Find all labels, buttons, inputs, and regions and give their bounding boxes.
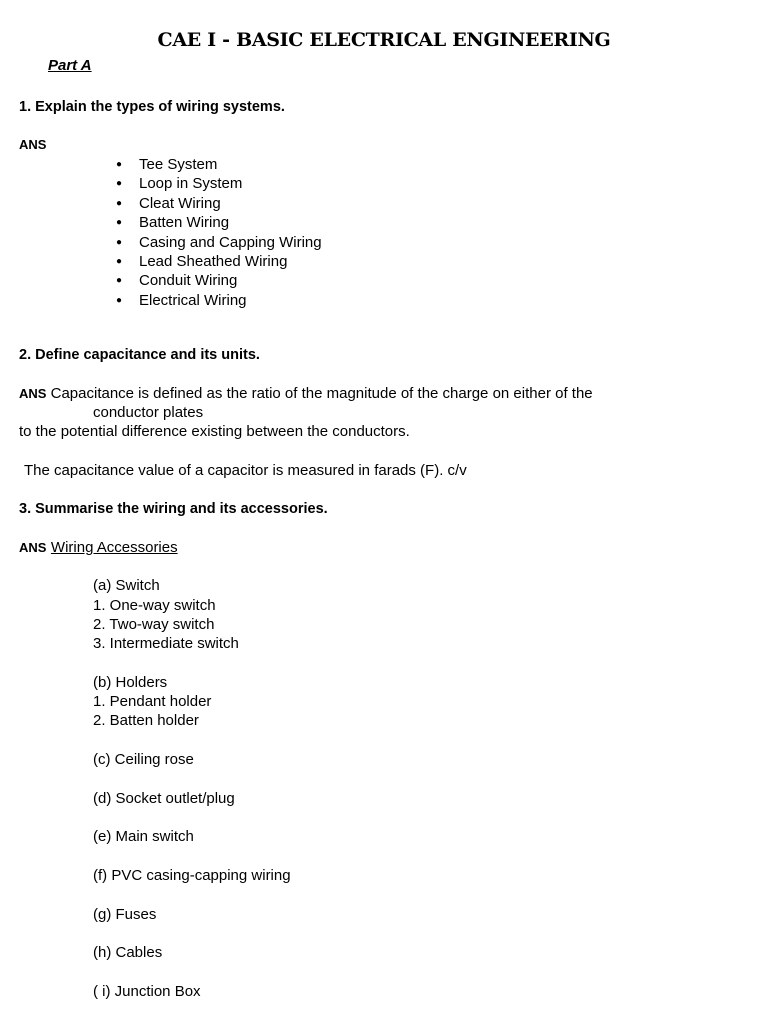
answer-label-3: ANS [19,540,47,555]
accessory-line: 3. Intermediate switch [93,635,239,652]
answer-2-line-2: conductor plates [93,404,204,421]
accessory-line: (b) Holders [93,674,168,691]
question-1: 1. Explain the types of wiring systems. [19,99,285,115]
part-heading: Part A [48,57,92,74]
document-title: CAE I - BASIC ELECTRICAL ENGINEERING [157,29,611,51]
accessory-line: ( i) Junction Box [93,983,201,1000]
accessory-line: (d) Socket outlet/plug [93,790,235,807]
accessory-line: (h) Cables [93,944,163,961]
list-item: ● Electrical Wiring [116,291,322,310]
accessory-line: (a) Switch [93,577,160,594]
answer-2-text: Capacitance is defined as the ratio of the magnitude of the charge on either of the [46,385,593,402]
accessory-line: (e) Main switch [93,828,194,845]
list-item: ● Conduit Wiring [116,271,322,290]
answer-label-2: ANS [19,386,47,401]
accessory-line: 2. Batten holder [93,712,199,729]
list-item: ● Loop in System [116,174,322,193]
accessory-line: (f) PVC casing-capping wiring [93,867,291,884]
answer-label-1: ANS [19,137,47,152]
list-item: ● Lead Sheathed Wiring [116,252,322,271]
accessory-line: 2. Two-way switch [93,616,215,633]
answer-2-line-3: to the potential difference existing between the conductors. [19,423,410,440]
question-2: 2. Define capacitance and its units. [19,347,260,363]
accessory-line: 1. One-way switch [93,597,216,614]
accessory-line: 1. Pendant holder [93,693,212,710]
list-item: ● Tee System [116,155,322,174]
question-3: 3. Summarise the wiring and its accessories. [19,501,328,517]
accessory-line: (c) Ceiling rose [93,751,194,768]
wiring-systems-list [116,155,322,310]
list-item: ● Casing and Capping Wiring [116,233,322,252]
answer-2-line-1 [19,386,593,402]
answer-3-heading-line [19,540,178,556]
accessory-line: (g) Fuses [93,906,157,923]
answer-2-line-4: The capacitance value of a capacitor is measured in farads (F). c/v [24,462,467,479]
accessories-heading: Wiring Accessories [50,539,178,556]
list-item: ● Batten Wiring [116,213,322,232]
list-item: ● Cleat Wiring [116,194,322,213]
